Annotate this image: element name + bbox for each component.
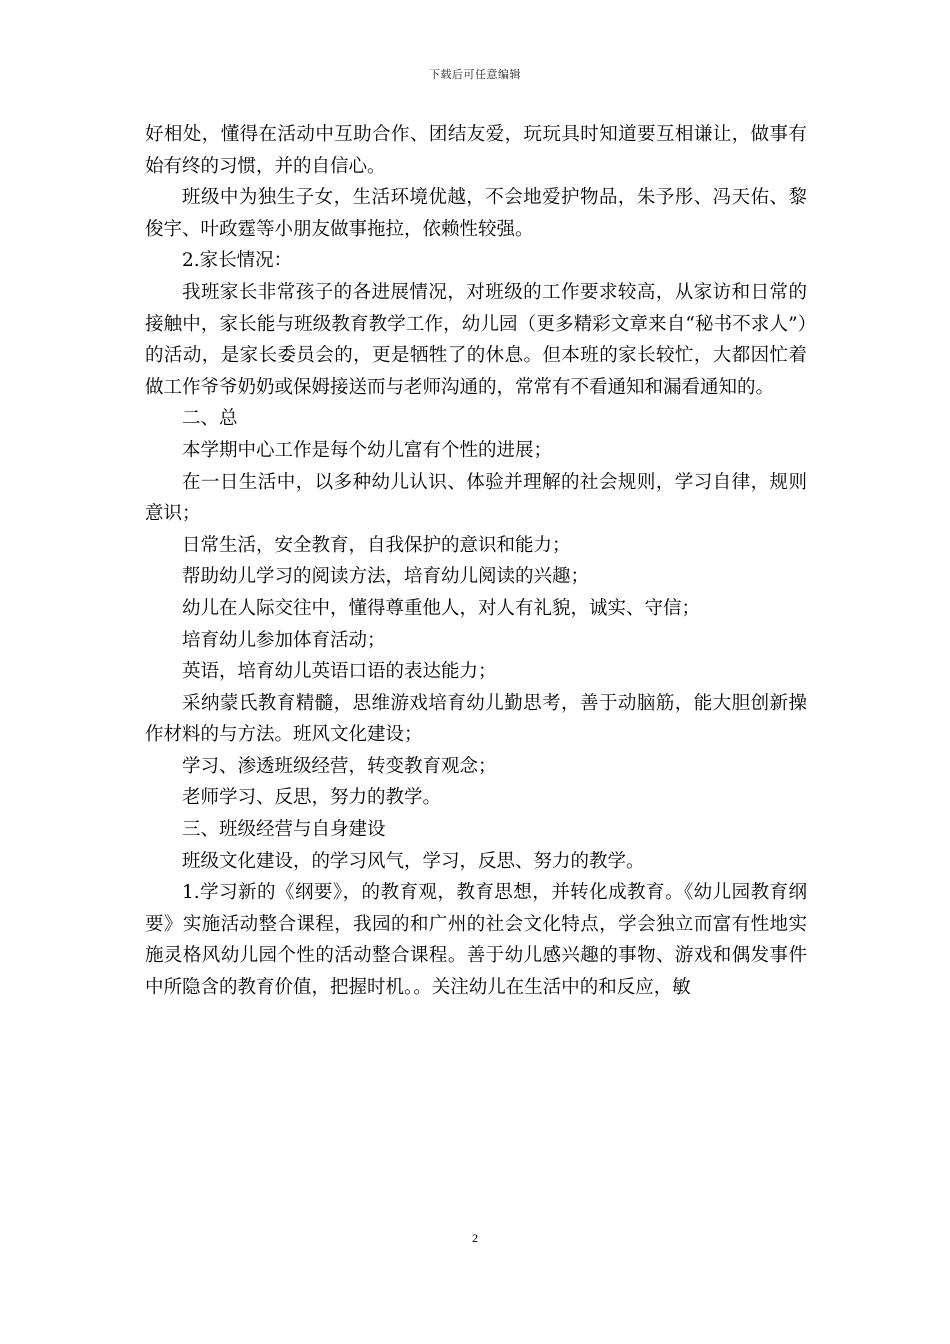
section-heading: 2.家长情况： — [182, 250, 293, 272]
paragraph: 我班家长非常孩子的各进展情况，对班级的工作要求较高，从家访和日常的接触中，家长能与班级教育教学工作，幼儿园（更多精彩文章来自“秘书不求人”）的活动，是家长委员会的，更是牺牲了的休息。但本班的家长较忙，大都因忙着做工作爷爷奶奶或保姆接送而与老师沟通的，常常有不看通知和漏看通知的。 — [145, 281, 807, 398]
paragraph: 好相处，懂得在活动中互助合作、团结友爱，玩玩具时知道要互相谦让，做事有始有终的习惯，并的自信心。 — [145, 124, 807, 177]
page-header: 下载后可任意编辑 — [429, 68, 521, 81]
paragraph: 幼儿在人际交往中，懂得尊重他人，对人有礼貌，诚实、守信； — [182, 597, 701, 619]
paragraph: 在一日生活中，以多种幼儿认识、体验并理解的社会规则，学习自律，规则意识； — [145, 471, 807, 525]
section-heading: 二、总 — [182, 408, 238, 430]
paragraph: 班级文化建设，的学习风气，学习，反思、努力的教学。 — [182, 850, 645, 872]
paragraph: 1.学习新的《纲要》，的教育观，教育思想，并转化成教育。《幼儿园教育纲要》实施活动整合课程，我园的和广州的社会文化特点，学会独立而富有性地实施灵格风幼儿园个性的活动整合课程。善于幼儿感兴趣的事物、游戏和偶发事件中所隐含的教育价值，把握时机。。关注幼儿在生活中的和反应，敏 — [145, 882, 807, 999]
paragraph: 学习、渗透班级经营，转变教育观念； — [182, 755, 497, 777]
paragraph: 采纳蒙氏教育精髓，思维游戏培育幼儿勤思考，善于动脑筋，能大胆创新操作材料的与方法。班风文化建设； — [145, 692, 807, 746]
paragraph: 日常生活，安全教育，自我保护的意识和能力； — [182, 534, 571, 556]
section-heading: 三、班级经营与自身建设 — [182, 819, 386, 841]
paragraph: 培育幼儿参加体育活动； — [182, 629, 386, 651]
paragraph: 老师学习、反思，努力的教学。 — [182, 787, 442, 809]
document-body — [145, 119, 807, 1004]
paragraph: 英语，培育幼儿英语口语的表达能力； — [182, 661, 497, 683]
paragraph: 帮助幼儿学习的阅读方法，培育幼儿阅读的兴趣； — [182, 566, 590, 588]
paragraph: 班级中为独生子女，生活环境优越，不会地爱护物品，朱予彤、冯天佑、黎俊宇、叶政霆等小朋友做事拖拉，依赖性较强。 — [145, 187, 807, 240]
page-number: 2 — [472, 1231, 478, 1245]
paragraph: 本学期中心工作是每个幼儿富有个性的进展； — [182, 439, 553, 461]
